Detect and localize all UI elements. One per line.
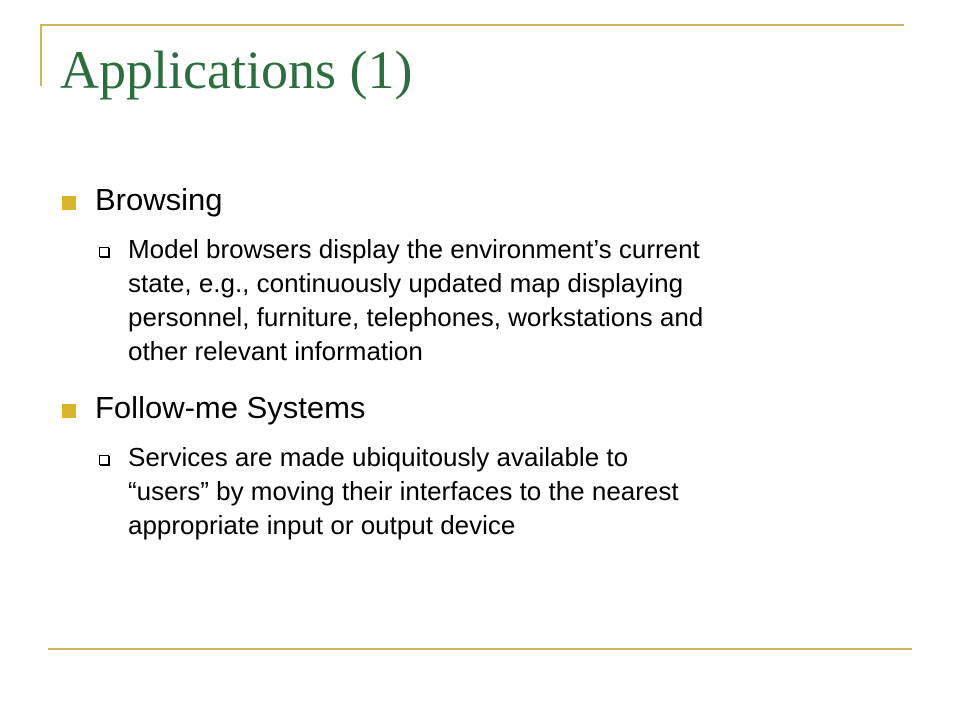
slide-title: Applications (1)	[60, 40, 413, 100]
bullet-heading: Browsing	[95, 182, 223, 217]
sub-bullet-follow-me	[60, 440, 910, 542]
sub-bullet-line: “users” by moving their interfaces to the nearest	[128, 476, 679, 506]
bullet-browsing	[60, 176, 910, 224]
sub-bullet-line: Model browsers display the environment’s current	[128, 234, 700, 264]
bullet-heading: Follow-me Systems	[95, 390, 366, 425]
hollow-square-bullet-icon	[99, 455, 109, 465]
left-rule	[40, 24, 42, 86]
square-bullet-icon	[62, 196, 76, 210]
sub-bullet-line: appropriate input or output device	[128, 510, 516, 540]
top-rule	[40, 24, 904, 26]
sub-bullet-line: other relevant information	[128, 336, 423, 366]
sub-bullet-line: state, e.g., continuously updated map displaying	[128, 268, 684, 298]
sub-bullet-line: personnel, furniture, telephones, workstations and	[128, 302, 704, 332]
bottom-rule	[48, 648, 912, 650]
hollow-square-bullet-icon	[99, 247, 109, 257]
sub-bullet-browsing	[60, 232, 910, 368]
sub-bullet-line: Services are made ubiquitously available to	[128, 442, 629, 472]
bullet-follow-me-systems	[60, 384, 910, 432]
square-bullet-icon	[62, 404, 76, 418]
slide-content	[60, 176, 910, 552]
